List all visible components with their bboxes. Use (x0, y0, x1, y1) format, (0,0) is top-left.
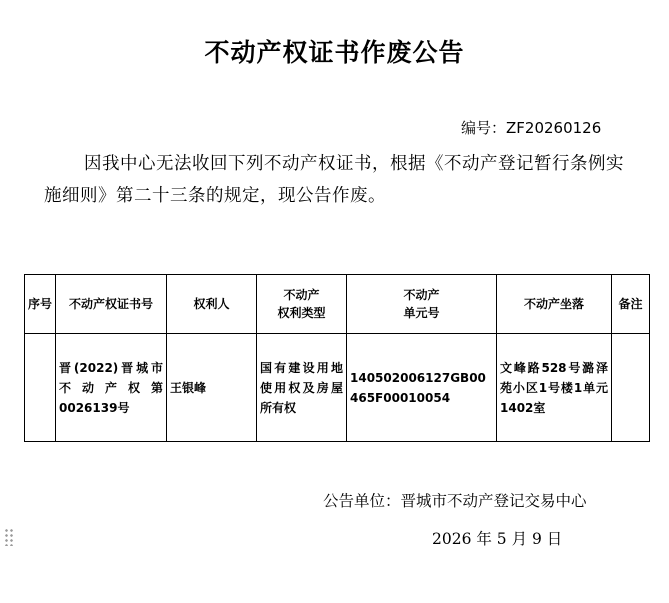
cell-cert-no: 晋(2022)晋城市不动产权第0026139号 (56, 334, 167, 442)
document-number: 编号：ZF20260126 (461, 119, 602, 137)
header-index: 序号 (25, 275, 56, 334)
issuing-unit: 公告单位：晋城市不动产登记交易中心 (323, 492, 587, 510)
table-row (25, 334, 650, 442)
notice-body: 因我中心无法收回下列不动产权证书，根据《不动产登记暂行条例实施细则》第二十三条的规定，现公告作废。 (44, 154, 624, 206)
cell-owner: 王银峰 (167, 334, 257, 442)
header-right-type: 不动产 权利类型 (257, 275, 347, 334)
header-cert-no: 不动产权证书号 (56, 275, 167, 334)
issue-date: 2026 年 5 月 9 日 (432, 530, 563, 548)
header-location: 不动产坐落 (497, 275, 612, 334)
cell-right-type: 国有建设用地使用权及房屋所有权 (257, 334, 347, 442)
cell-unit-no: 140502006127GB00465F00010054 (347, 334, 497, 442)
table-header-row (25, 275, 650, 334)
cell-remark (612, 334, 650, 442)
revocation-table (24, 274, 650, 442)
cell-index (25, 334, 56, 442)
header-owner: 权利人 (167, 275, 257, 334)
page-title: 不动产权证书作废公告 (204, 38, 465, 67)
drag-handle-icon[interactable] (4, 528, 14, 546)
cell-location: 文峰路528号潞泽苑小区1号楼1单元1402室 (497, 334, 612, 442)
header-unit-no: 不动产 单元号 (347, 275, 497, 334)
header-remark: 备注 (612, 275, 650, 334)
